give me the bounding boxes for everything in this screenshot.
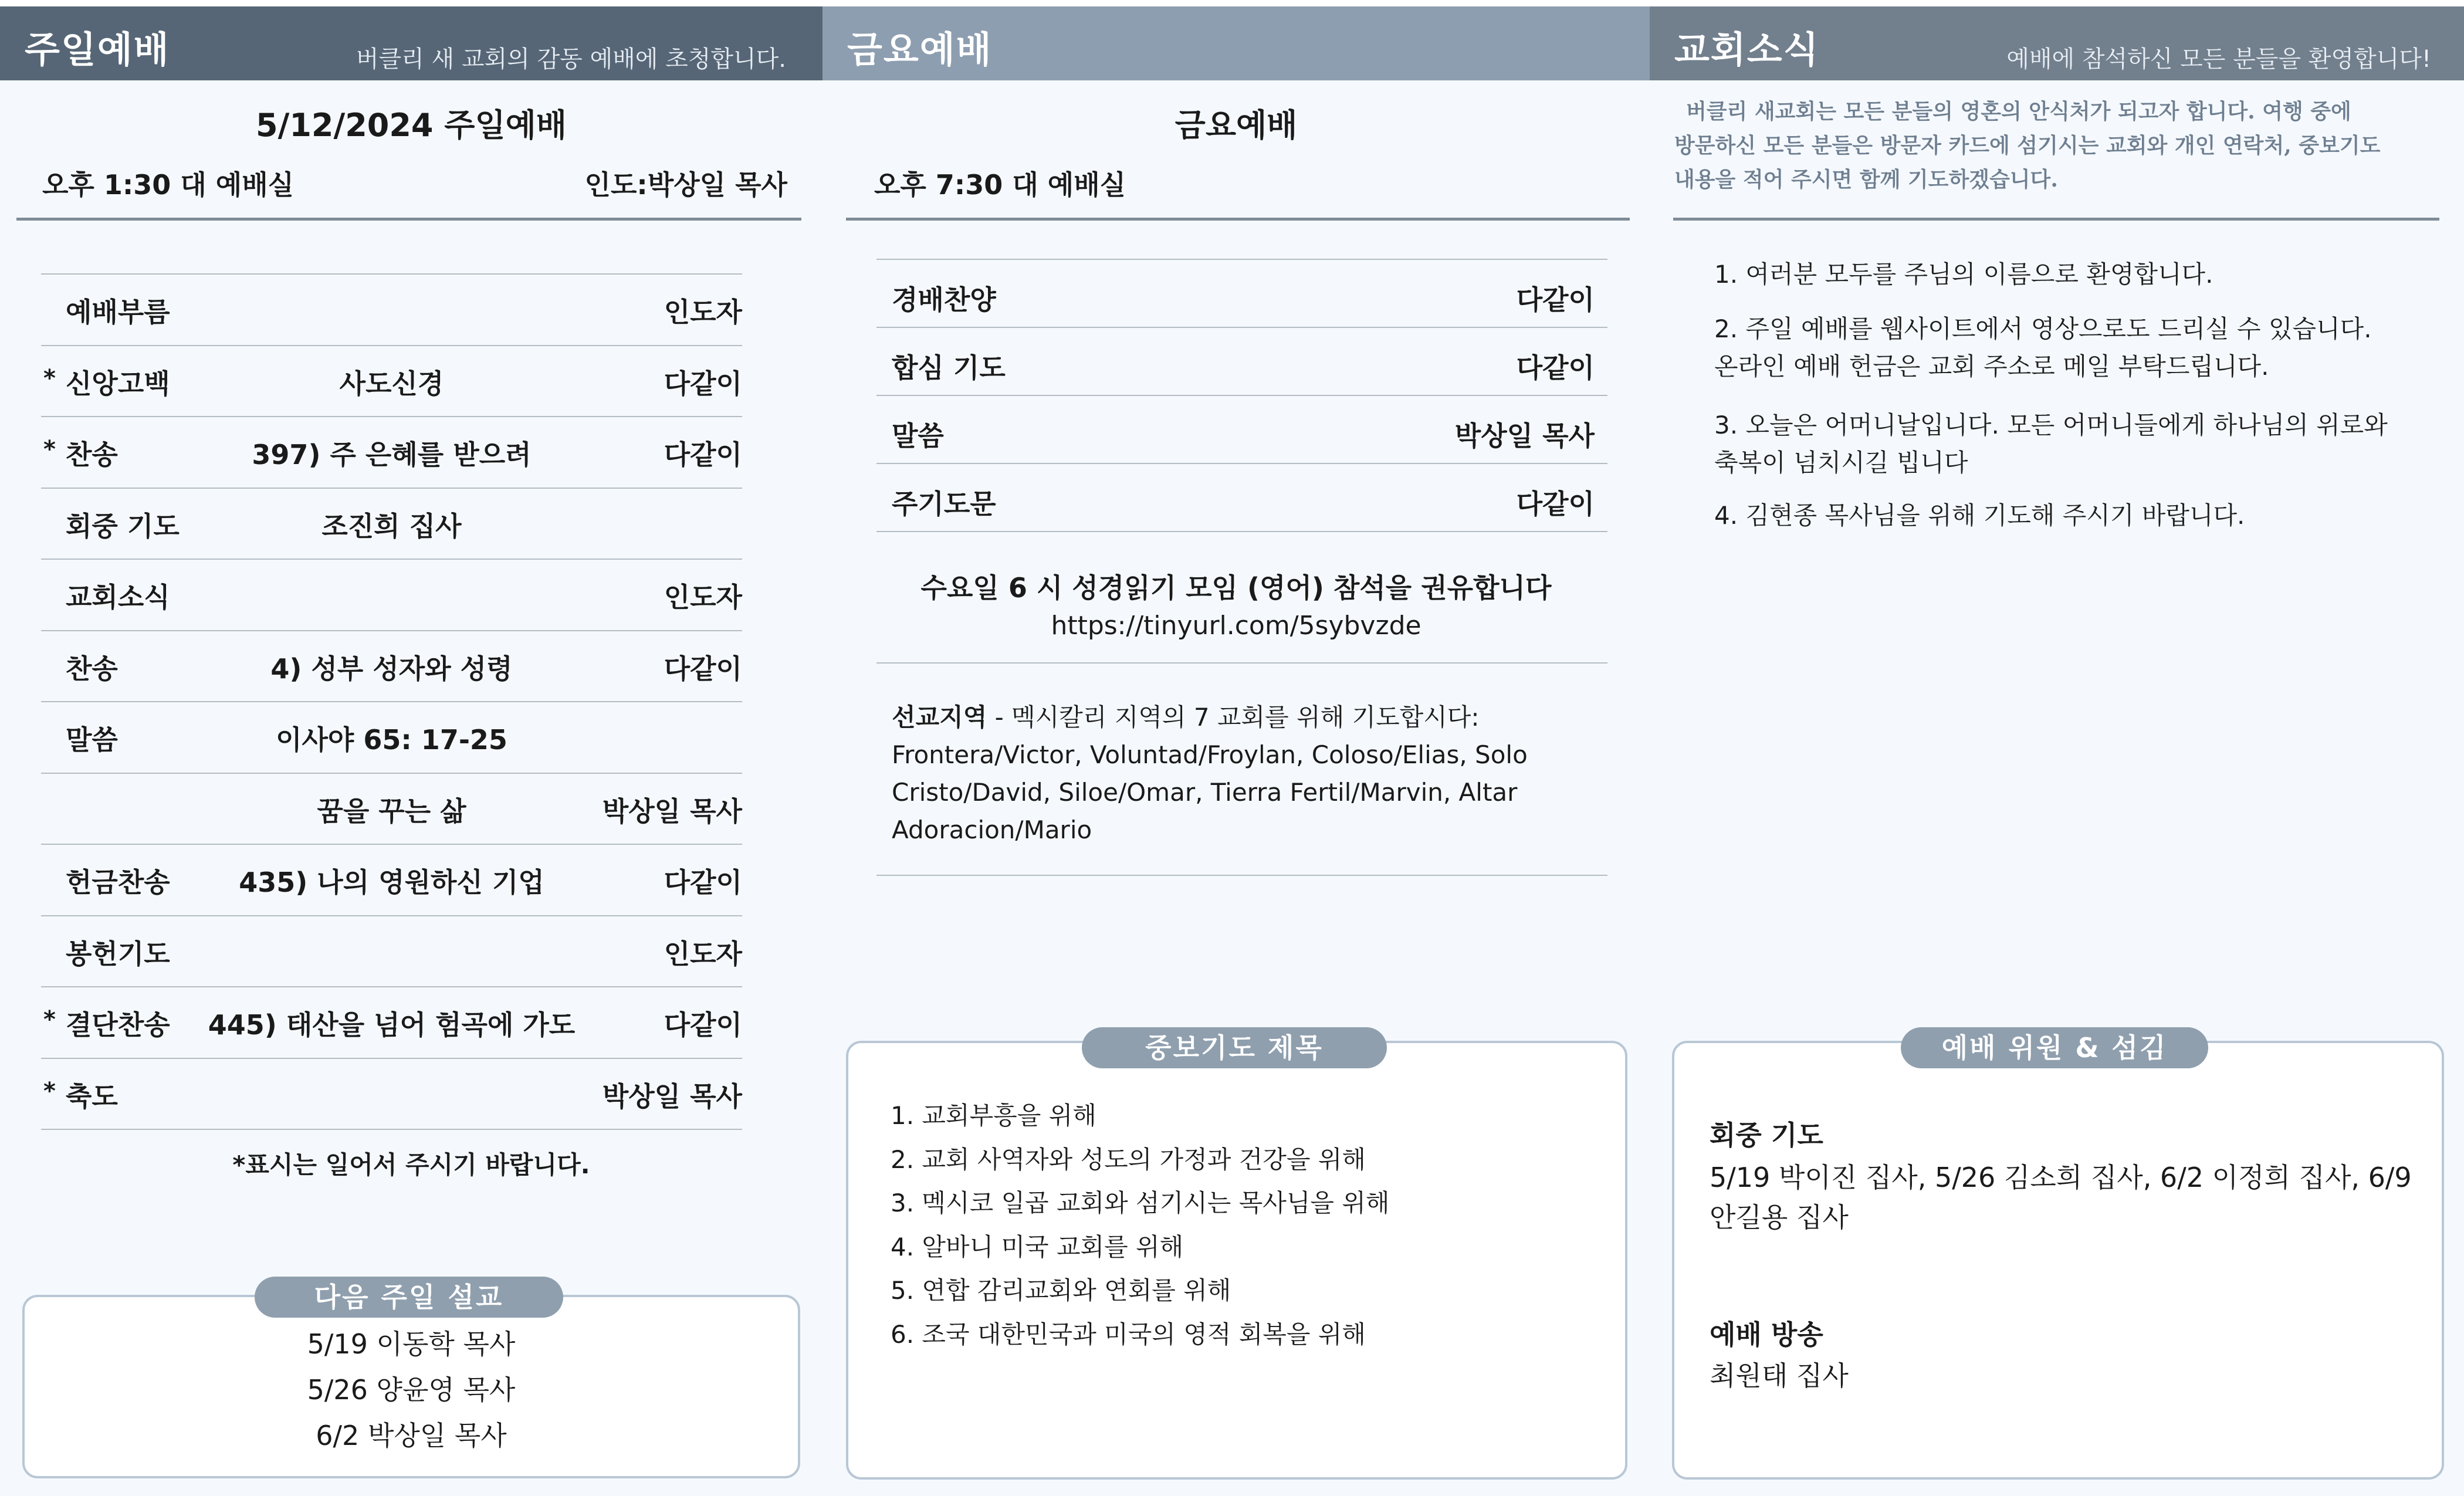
bible-divider	[876, 662, 1607, 664]
order-row	[41, 559, 742, 630]
prayer-item: 2. 교회 사역자와 성도의 가정과 건강을 위해	[891, 1145, 1366, 1174]
mission-church-line: Adoracion/Mario	[892, 815, 1092, 844]
order-middle: 397) 주 은혜를 받으려	[252, 439, 532, 471]
news-column	[1650, 6, 2464, 1496]
staff-prayer-lines	[1710, 1157, 2425, 1237]
news-item-line: 1. 여러분 모두를 주님의 이름으로 환영합니다.	[1714, 260, 2213, 289]
friday-order-row	[876, 395, 1607, 463]
next-sermon-box	[22, 1295, 800, 1478]
order-label: 축도	[66, 1080, 118, 1112]
prayer-item: 3. 멕시코 일곱 교회와 섬기시는 목사님을 위해	[891, 1189, 1390, 1217]
mission-block	[892, 699, 1607, 849]
order-row	[41, 1058, 742, 1129]
mission-church-line: Cristo/David, Siloe/Omar, Tierra Fertil/Marvin, Altar	[892, 778, 1518, 807]
order-middle: 4) 성부 성자와 성령	[270, 652, 513, 685]
order-label: 결단찬송	[66, 1009, 170, 1041]
news-item	[1714, 497, 2430, 534]
friday-order-row	[876, 327, 1607, 395]
friday-order-row	[876, 463, 1607, 531]
order-row	[41, 773, 742, 844]
order-right: 인도자	[664, 937, 742, 970]
sunday-header	[0, 6, 823, 80]
order-right: 박상일 목사	[602, 795, 742, 827]
order-row	[41, 915, 742, 987]
order-label: 예배부름	[66, 296, 170, 328]
news-intro	[1674, 94, 2439, 197]
mission-text: - 멕시칼리 지역의 7 교회를 위해 기도합시다:	[987, 703, 1480, 732]
staff-prayer-line: 안길용 집사	[1710, 1201, 1849, 1233]
friday-order-right: 박상일 목사	[1454, 420, 1595, 452]
friday-order-row	[876, 259, 1607, 327]
order-label: 찬송	[66, 652, 118, 685]
news-item	[1714, 310, 2430, 385]
order-middle: 사도신경	[339, 367, 444, 400]
order-middle: 이사야 65: 17-25	[276, 724, 507, 756]
friday-header-title: 금요예배	[847, 28, 993, 71]
staff-prayer-line: 5/19 박이진 집사, 5/26 김소희 집사, 6/2 이정희 집사, 6/9	[1710, 1162, 2412, 1193]
order-middle: 조진희 집사	[321, 510, 462, 542]
order-middle: 꿈을 꾸는 삶	[317, 795, 466, 827]
order-label: 헌금찬송	[66, 867, 170, 898]
order-label: 교회소식	[66, 581, 170, 613]
friday-header-rule	[846, 218, 1630, 221]
prayer-item: 6. 조국 대한민국과 미국의 영적 회복을 위해	[891, 1319, 1366, 1349]
order-label: 신앙고백	[66, 367, 170, 400]
order-star: *	[43, 1006, 56, 1033]
sunday-header-rule	[16, 218, 801, 221]
news-header	[1650, 6, 2464, 80]
friday-order-divider	[876, 531, 1607, 532]
friday-order-label: 경배찬양	[892, 284, 996, 316]
sunday-column	[0, 6, 823, 1496]
news-intro-line: 방문하신 모든 분들은 방문자 카드에 섬기시는 교회와 개인 연락처, 중보기도	[1674, 133, 2381, 158]
news-item-line: 온라인 예배 헌금은 교회 주소로 메일 부탁드립니다.	[1714, 352, 2269, 381]
order-right: 다같이	[664, 439, 742, 471]
staff-broadcast-label: 예배 방송	[1710, 1319, 1823, 1351]
order-star: *	[43, 364, 56, 392]
prayer-item: 4. 알바니 미국 교회를 위해	[891, 1232, 1184, 1261]
friday-order-right: 다같이	[1516, 488, 1595, 520]
prayer-item: 5. 연합 감리교회와 연회를 위해	[891, 1276, 1231, 1305]
prayer-title: 중보기도 제목	[1082, 1027, 1387, 1068]
stand-note: *표시는 일어서 주시기 바랍니다.	[232, 1150, 590, 1179]
staff-box	[1672, 1041, 2444, 1480]
order-row	[41, 986, 742, 1058]
order-right: 다같이	[664, 367, 742, 400]
friday-order-label: 말씀	[892, 420, 944, 452]
friday-order-right: 다같이	[1516, 352, 1595, 384]
order-right: 다같이	[664, 1009, 742, 1041]
next-sermon-title: 다음 주일 설교	[255, 1277, 563, 1318]
order-right: 다같이	[664, 867, 742, 898]
news-item	[1714, 407, 2430, 482]
next-sermon-line: 5/19 이동학 목사	[307, 1328, 516, 1360]
order-label: 말씀	[66, 724, 118, 756]
friday-time-place: 오후 7:30 대 예배실	[874, 169, 1126, 201]
news-item-line: 4. 김현종 목사님을 위해 기도해 주시기 바랍니다.	[1714, 501, 2245, 530]
next-sermon-line: 5/26 양윤영 목사	[307, 1374, 516, 1406]
mission-church-line: Frontera/Victor, Voluntad/Froylan, Coloso/Elias, Solo	[892, 740, 1528, 769]
sunday-leader: 인도:박상일 목사	[584, 169, 787, 201]
order-right: 인도자	[664, 296, 742, 328]
news-intro-line: 내용을 적어 주시면 함께 기도하겠습니다.	[1674, 167, 2058, 192]
order-star: *	[43, 1077, 56, 1105]
staff-prayer-label: 회중 기도	[1710, 1119, 1823, 1151]
prayer-item: 1. 교회부흥을 위해	[891, 1101, 1096, 1130]
mission-heading-line	[892, 699, 1607, 736]
order-row	[41, 488, 742, 559]
order-row	[41, 416, 742, 488]
news-item-line: 축복이 넘치시길 빕니다	[1714, 448, 1968, 477]
friday-order-right: 다같이	[1516, 284, 1595, 316]
news-header-title: 교회소식	[1674, 28, 1820, 71]
order-row	[41, 630, 742, 702]
order-star: *	[43, 436, 56, 463]
news-item	[1714, 256, 2430, 293]
order-label: 찬송	[66, 439, 118, 471]
order-label: 봉헌기도	[66, 937, 170, 970]
order-right: 다같이	[664, 652, 742, 685]
order-row	[41, 345, 742, 417]
order-row	[41, 701, 742, 773]
news-intro-lines	[1674, 94, 2439, 197]
friday-order-label: 주기도문	[892, 488, 996, 520]
news-item-line: 2. 주일 예배를 웹사이트에서 영상으로도 드리실 수 있습니다.	[1714, 314, 2372, 343]
order-right: 인도자	[664, 581, 742, 613]
sunday-title: 5/12/2024 주일예배	[256, 107, 567, 144]
sunday-header-title: 주일예배	[25, 28, 170, 71]
friday-title: 금요예배	[1175, 107, 1298, 144]
order-label: 회중 기도	[66, 510, 180, 542]
friday-header	[823, 6, 1650, 80]
news-item-line: 3. 오늘은 어머니날입니다. 모든 어머니들에게 하나님의 위로와	[1714, 411, 2388, 439]
mission-divider	[876, 875, 1607, 876]
order-row	[41, 844, 742, 915]
sunday-time-place: 오후 1:30 대 예배실	[42, 169, 295, 201]
mission-church-lines	[892, 736, 1607, 849]
news-intro-line: 버클리 새교회는 모든 분들의 영혼의 안식처가 되고자 합니다. 여행 중에	[1686, 99, 2351, 124]
staff-title: 예배 위원 & 섬김	[1901, 1027, 2208, 1068]
order-divider	[41, 1129, 742, 1130]
bible-study-note: 수요일 6 시 성경읽기 모임 (영어) 참석을 권유합니다	[920, 572, 1552, 604]
friday-column	[823, 6, 1650, 1496]
mission-label: 선교지역	[892, 703, 987, 732]
next-sermon-line: 6/2 박상일 목사	[316, 1420, 507, 1451]
bible-study-link[interactable]: https://tinyurl.com/5sybvzde	[1051, 611, 1421, 641]
order-row	[41, 273, 742, 345]
order-right: 박상일 목사	[602, 1080, 742, 1112]
news-header-rule	[1673, 218, 2439, 221]
staff-broadcast-value: 최원태 집사	[1710, 1360, 1849, 1392]
sunday-header-subtitle: 버클리 새 교회의 감동 예배에 초청합니다.	[356, 46, 786, 73]
order-middle: 435) 나의 영원하신 기업	[239, 867, 544, 898]
news-header-subtitle: 예배에 참석하신 모든 분들을 환영합니다!	[2006, 46, 2431, 73]
order-middle: 445) 태산을 넘어 험곡에 가도	[208, 1009, 576, 1041]
friday-order-label: 합심 기도	[892, 352, 1006, 384]
prayer-box	[846, 1041, 1627, 1480]
